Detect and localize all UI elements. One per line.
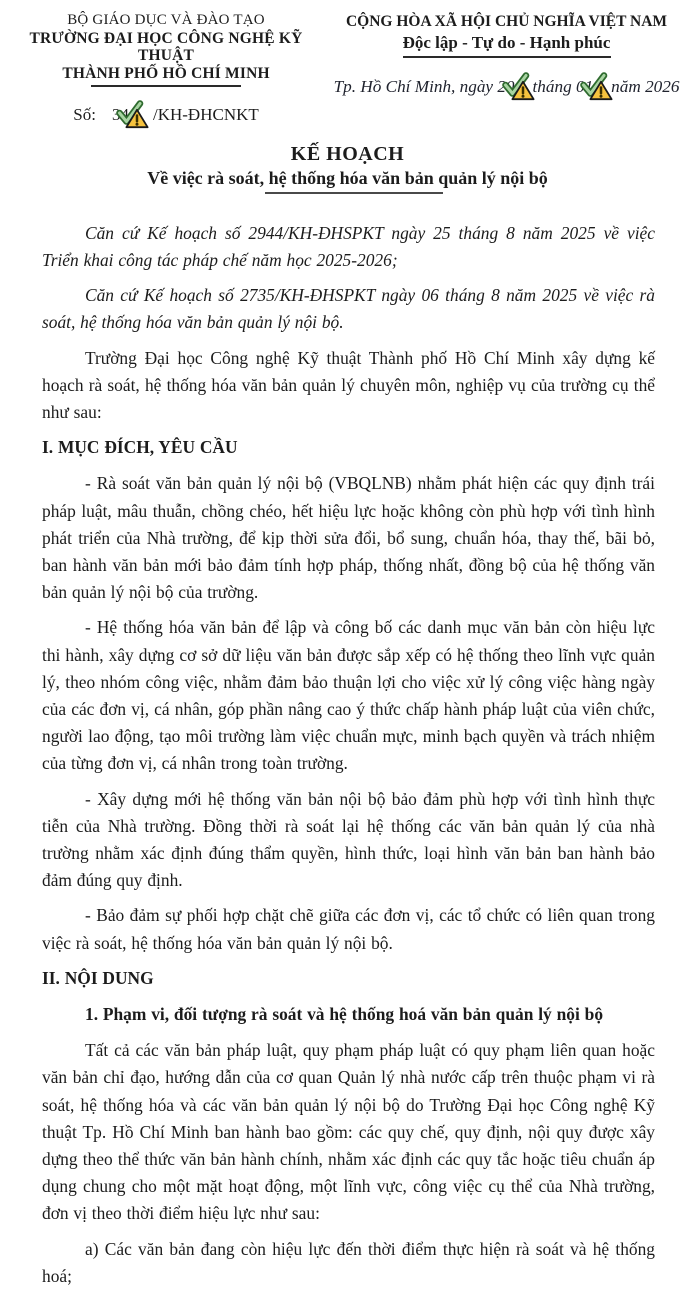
subtitle-underline [265, 192, 443, 194]
document-body [0, 194, 695, 1290]
annotation-marker[interactable] [116, 103, 146, 127]
ministry-name: BỘ GIÁO DỤC VÀ ĐÀO TẠO [67, 12, 265, 28]
warning-icon [511, 80, 535, 101]
university-name-line2: THÀNH PHỐ HỒ CHÍ MINH [62, 64, 270, 82]
warning-icon [589, 80, 613, 101]
date-part1: Tp. Hồ Chí Minh, ngày 20 [333, 76, 515, 96]
paragraph: Tất cả các văn bản pháp luật, quy phạm pháp luật có quy phạm liên quan hoặc văn bản chỉ đạo, hướng dẫn của cơ quan Quản lý nhà nước cấp trên thuộc phạm vi rà soát, hệ thống hóa và các văn bản quản lý nội bộ do Trường Đại học Công nghệ Kỹ thuật Tp. Hồ Chí Minh ban hành bao gồm: các quy chế, quy định, nội quy được xây dựng theo thể thức văn bản hành chính, nhằm xác định các quy tắc hoặc tiêu chuẩn áp dụng chung cho một mặt hoạt động, một lĩnh vực, công việc cụ thể của Nhà trường, đơn vị theo thời điểm hiệu lực như sau: [42, 1040, 655, 1224]
motto-underline [403, 56, 611, 58]
paragraph: Căn cứ Kế hoạch số 2944/KH-ĐHSPKT ngày 25 tháng 8 năm 2025 về việc Triển khai công tác pháp chế năm học 2025-2026; [42, 222, 655, 270]
university-name-line1: TRƯỜNG ĐẠI HỌC CÔNG NGHỆ KỸ THUẬT [29, 29, 303, 64]
section-heading: I. MỤC ĐÍCH, YÊU CẦU [42, 437, 238, 458]
paragraph: - Hệ thống hóa văn bản để lập và công bố các danh mục văn bản còn hiệu lực thi hành, xây dựng cơ sở dữ liệu văn bản được sắp xếp có hệ thống theo lĩnh vực quản lý, theo nhóm công việc, nhằm đảm bảo thuận lợi cho việc xử lý công việc hàng ngày của các đơn vị, cá nhân, góp phần nâng cao ý thức chấp hành pháp luật của viên chức, người lao động, tạo môi trường làm việc chuẩn mực, minh bạch quyền và trách nhiệm của từng đơn vị, cá nhân trong toàn trường. [42, 617, 655, 774]
paragraph: a) Các văn bản đang còn hiệu lực đến thời điểm thực hiện rà soát và hệ thống hoá; [42, 1238, 655, 1286]
national-header-block [326, 12, 687, 127]
paragraph: - Bảo đảm sự phối hợp chặt chẽ giữa các đơn vị, các tổ chức có liên quan trong việc rà soát, hệ thống hóa văn bản quản lý nội bộ. [42, 905, 655, 953]
issuing-agency-block [6, 12, 326, 127]
annotation-marker[interactable] [502, 75, 532, 99]
document-number-line [6, 103, 326, 127]
date-part3: năm 2026 [611, 76, 680, 96]
document-subtitle: Về việc rà soát, hệ thống hóa văn bản quản lý nội bộ [147, 167, 548, 188]
document-header [0, 12, 695, 127]
document-number-label: Số: [73, 104, 96, 124]
place-date-line [326, 75, 687, 99]
annotation-marker[interactable] [580, 75, 610, 99]
national-motto-line1: CỘNG HÒA XÃ HỘI CHỦ NGHĨA VIỆT NAM [345, 13, 668, 30]
warning-icon [125, 108, 149, 129]
section-heading: 1. Phạm vi, đối tượng rà soát và hệ thống hoá văn bản quản lý nội bộ [85, 1004, 604, 1025]
paragraph: Trường Đại học Công nghệ Kỹ thuật Thành phố Hồ Chí Minh xây dựng kế hoạch rà soát, hệ thống hóa văn bản quản lý chuyên môn, nghiệp vụ của trường cụ thể như sau: [42, 347, 655, 422]
agency-underline [91, 85, 241, 87]
document-number-suffix: /KH-ĐHCNKT [152, 104, 259, 124]
title-block [0, 142, 695, 194]
date-part2: tháng 01 [532, 76, 594, 96]
paragraph: Căn cứ Kế hoạch số 2735/KH-ĐHSPKT ngày 06 tháng 8 năm 2025 về việc rà soát, hệ thống hóa văn bản quản lý nội bộ. [42, 285, 655, 333]
document-number-value: 34 [111, 104, 129, 124]
section-heading: II. NỘI DUNG [42, 967, 154, 988]
national-motto-line2: Độc lập - Tự do - Hạnh phúc [402, 33, 611, 52]
document-title: KẾ HOẠCH [290, 142, 405, 165]
paragraph: - Rà soát văn bản quản lý nội bộ (VBQLNB) nhằm phát hiện các quy định trái pháp luật, mâu thuẫn, chồng chéo, hết hiệu lực hoặc không còn phù hợp với tình hình phát triển của Nhà trường, để kịp thời sửa đổi, bổ sung, chuẩn hóa, thay thế, bãi bỏ, ban hành văn bản mới bảo đảm tính hợp pháp, thống nhất, đồng bộ của hệ thống văn bản quản lý nội bộ của trường. [42, 473, 655, 603]
paragraph: - Xây dựng mới hệ thống văn bản nội bộ bảo đảm phù hợp với tình hình thực tiễn của Nhà trường. Đồng thời rà soát lại hệ thống các văn bản quản lý của nhà trường nhằm xác định đúng thẩm quyền, hình thức, loại hình văn bản ban hành bảo đảm đúng quy định. [42, 788, 655, 891]
